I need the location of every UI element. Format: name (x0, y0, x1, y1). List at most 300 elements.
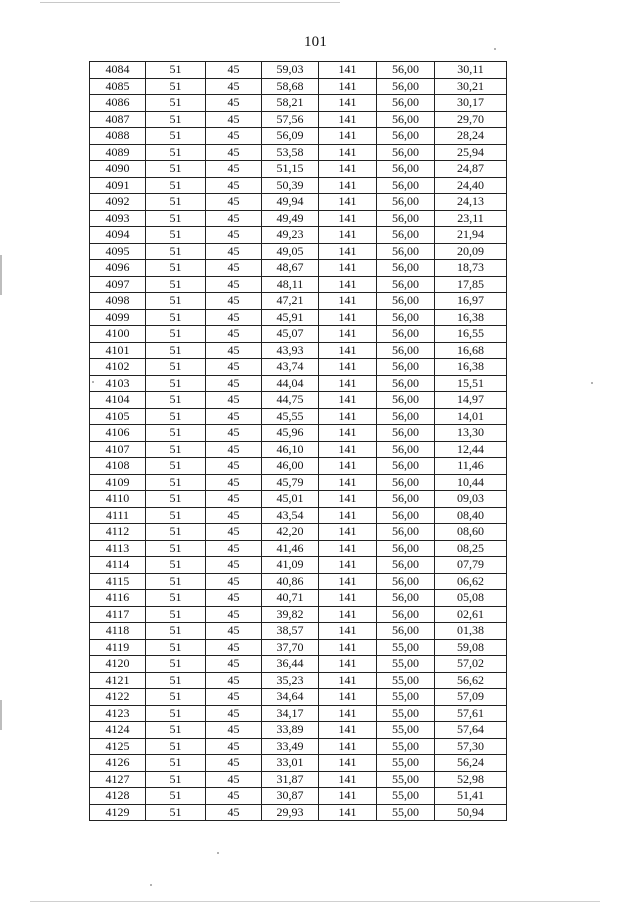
table-cell: 42,20 (262, 524, 319, 541)
table-cell: 45 (206, 359, 262, 376)
table-cell: 4089 (90, 144, 146, 161)
table-cell: 56,00 (377, 590, 435, 607)
table-body (90, 62, 507, 821)
table-cell: 141 (319, 78, 377, 95)
table-cell: 51 (146, 128, 206, 145)
table-cell: 51 (146, 804, 206, 821)
table-cell: 56,00 (377, 62, 435, 79)
table-cell: 51 (146, 194, 206, 211)
table-cell: 45 (206, 128, 262, 145)
table-row (90, 771, 507, 788)
table-cell: 51 (146, 639, 206, 656)
table-cell: 37,70 (262, 639, 319, 656)
table-row (90, 507, 507, 524)
table-cell: 141 (319, 276, 377, 293)
table-row (90, 788, 507, 805)
table-cell: 45 (206, 408, 262, 425)
table-cell: 34,17 (262, 705, 319, 722)
table-cell: 55,00 (377, 689, 435, 706)
table-cell: 45,01 (262, 491, 319, 508)
scan-edge-mark (0, 255, 2, 295)
table-cell: 33,89 (262, 722, 319, 739)
table-cell: 16,68 (435, 342, 507, 359)
table-cell: 141 (319, 788, 377, 805)
table-cell: 4087 (90, 111, 146, 128)
table-cell: 141 (319, 425, 377, 442)
table-cell: 4092 (90, 194, 146, 211)
table-cell: 13,30 (435, 425, 507, 442)
table-cell: 45 (206, 573, 262, 590)
data-table (89, 61, 507, 821)
table-cell: 45 (206, 672, 262, 689)
table-cell: 51 (146, 606, 206, 623)
table-cell: 45 (206, 474, 262, 491)
table-cell: 141 (319, 161, 377, 178)
table-cell: 45 (206, 95, 262, 112)
table-cell: 56,00 (377, 474, 435, 491)
table-cell: 10,44 (435, 474, 507, 491)
table-row (90, 111, 507, 128)
table-cell: 06,62 (435, 573, 507, 590)
table-row (90, 359, 507, 376)
table-cell: 141 (319, 590, 377, 607)
table-cell: 45 (206, 210, 262, 227)
table-cell: 45,79 (262, 474, 319, 491)
table-cell: 51 (146, 78, 206, 95)
table-cell: 57,64 (435, 722, 507, 739)
table-cell: 09,03 (435, 491, 507, 508)
table-row (90, 755, 507, 772)
table-row (90, 573, 507, 590)
table-cell: 56,09 (262, 128, 319, 145)
table-cell: 141 (319, 491, 377, 508)
table-cell: 51 (146, 260, 206, 277)
table-cell: 16,97 (435, 293, 507, 310)
table-cell: 56,00 (377, 243, 435, 260)
table-row (90, 722, 507, 739)
table-row (90, 689, 507, 706)
table-cell: 48,67 (262, 260, 319, 277)
table-row (90, 227, 507, 244)
table-row (90, 705, 507, 722)
table-cell: 51 (146, 722, 206, 739)
table-cell: 50,94 (435, 804, 507, 821)
table-row (90, 738, 507, 755)
table-cell: 141 (319, 342, 377, 359)
table-cell: 55,00 (377, 738, 435, 755)
table-cell: 55,00 (377, 722, 435, 739)
table-cell: 141 (319, 623, 377, 640)
table-cell: 4121 (90, 672, 146, 689)
table-cell: 08,60 (435, 524, 507, 541)
table-cell: 4100 (90, 326, 146, 343)
table-cell: 45 (206, 639, 262, 656)
table-cell: 51,15 (262, 161, 319, 178)
table-cell: 141 (319, 474, 377, 491)
table-row (90, 194, 507, 211)
table-cell: 56,00 (377, 293, 435, 310)
table-row (90, 177, 507, 194)
table-cell: 51 (146, 557, 206, 574)
table-cell: 51 (146, 309, 206, 326)
table-cell: 08,25 (435, 540, 507, 557)
scan-edge-mark (0, 700, 2, 730)
table-row (90, 210, 507, 227)
table-cell: 18,73 (435, 260, 507, 277)
table-cell: 45 (206, 243, 262, 260)
table-cell: 56,00 (377, 606, 435, 623)
table-cell: 29,70 (435, 111, 507, 128)
table-cell: 47,21 (262, 293, 319, 310)
table-cell: 34,64 (262, 689, 319, 706)
table-row (90, 243, 507, 260)
table-row (90, 557, 507, 574)
table-row (90, 458, 507, 475)
table-cell: 51 (146, 507, 206, 524)
table-cell: 4109 (90, 474, 146, 491)
table-cell: 4115 (90, 573, 146, 590)
table-cell: 52,98 (435, 771, 507, 788)
table-cell: 51 (146, 342, 206, 359)
table-cell: 45 (206, 177, 262, 194)
table-cell: 25,94 (435, 144, 507, 161)
table-cell: 51 (146, 243, 206, 260)
table-cell: 4084 (90, 62, 146, 79)
table-cell: 55,00 (377, 755, 435, 772)
table-cell: 55,00 (377, 788, 435, 805)
table-cell: 45 (206, 194, 262, 211)
scan-bottom-rule (30, 901, 600, 902)
table-cell: 45 (206, 326, 262, 343)
table-row (90, 375, 507, 392)
table-cell: 51 (146, 144, 206, 161)
table-cell: 141 (319, 293, 377, 310)
table-cell: 51 (146, 573, 206, 590)
table-cell: 4122 (90, 689, 146, 706)
table-cell: 58,21 (262, 95, 319, 112)
table-cell: 57,02 (435, 656, 507, 673)
table-cell: 4094 (90, 227, 146, 244)
table-cell: 16,38 (435, 309, 507, 326)
table-cell: 33,01 (262, 755, 319, 772)
table-row (90, 441, 507, 458)
table-cell: 56,62 (435, 672, 507, 689)
table-cell: 56,00 (377, 573, 435, 590)
table-cell: 141 (319, 62, 377, 79)
table-cell: 28,24 (435, 128, 507, 145)
table-cell: 51 (146, 491, 206, 508)
table-cell: 58,68 (262, 78, 319, 95)
table-cell: 4098 (90, 293, 146, 310)
table-row (90, 491, 507, 508)
table-cell: 56,00 (377, 408, 435, 425)
table-cell: 40,71 (262, 590, 319, 607)
table-cell: 141 (319, 210, 377, 227)
table-cell: 30,87 (262, 788, 319, 805)
table-cell: 45,55 (262, 408, 319, 425)
table-cell: 40,86 (262, 573, 319, 590)
table-cell: 45 (206, 771, 262, 788)
table-cell: 59,03 (262, 62, 319, 79)
table-cell: 45 (206, 78, 262, 95)
scan-speck (591, 382, 593, 384)
table-cell: 11,46 (435, 458, 507, 475)
table-row (90, 128, 507, 145)
table-cell: 35,23 (262, 672, 319, 689)
table-cell: 49,94 (262, 194, 319, 211)
table-cell: 50,39 (262, 177, 319, 194)
table-cell: 46,00 (262, 458, 319, 475)
table-cell: 56,00 (377, 557, 435, 574)
table-cell: 45 (206, 425, 262, 442)
table-cell: 45 (206, 590, 262, 607)
table-cell: 4090 (90, 161, 146, 178)
table-cell: 4125 (90, 738, 146, 755)
table-cell: 4085 (90, 78, 146, 95)
table-row (90, 524, 507, 541)
table-cell: 51 (146, 788, 206, 805)
scan-speck (150, 884, 152, 886)
table-row (90, 144, 507, 161)
table-cell: 17,85 (435, 276, 507, 293)
table-cell: 45 (206, 342, 262, 359)
table-cell: 141 (319, 524, 377, 541)
table-cell: 57,56 (262, 111, 319, 128)
table-cell: 56,00 (377, 507, 435, 524)
table-cell: 45 (206, 227, 262, 244)
table-cell: 51 (146, 177, 206, 194)
table-cell: 4095 (90, 243, 146, 260)
table-cell: 41,09 (262, 557, 319, 574)
table-cell: 43,74 (262, 359, 319, 376)
table-cell: 21,94 (435, 227, 507, 244)
table-cell: 59,08 (435, 639, 507, 656)
table-cell: 29,93 (262, 804, 319, 821)
table-cell: 33,49 (262, 738, 319, 755)
table-cell: 45 (206, 392, 262, 409)
table-cell: 4111 (90, 507, 146, 524)
table-cell: 30,21 (435, 78, 507, 95)
table-cell: 141 (319, 689, 377, 706)
table-cell: 44,75 (262, 392, 319, 409)
table-cell: 56,00 (377, 425, 435, 442)
table-cell: 56,00 (377, 260, 435, 277)
table-row (90, 606, 507, 623)
table-row (90, 656, 507, 673)
table-cell: 141 (319, 507, 377, 524)
table-cell: 30,17 (435, 95, 507, 112)
table-cell: 45 (206, 491, 262, 508)
table-cell: 141 (319, 227, 377, 244)
table-cell: 51 (146, 656, 206, 673)
table-cell: 4099 (90, 309, 146, 326)
table-cell: 4104 (90, 392, 146, 409)
table-cell: 14,01 (435, 408, 507, 425)
table-cell: 4129 (90, 804, 146, 821)
table-cell: 4108 (90, 458, 146, 475)
table-cell: 48,11 (262, 276, 319, 293)
table-cell: 56,00 (377, 128, 435, 145)
table-row (90, 161, 507, 178)
table-cell: 141 (319, 606, 377, 623)
table-cell: 4106 (90, 425, 146, 442)
table-cell: 51 (146, 359, 206, 376)
table-cell: 36,44 (262, 656, 319, 673)
table-cell: 51 (146, 441, 206, 458)
table-cell: 51 (146, 111, 206, 128)
table-cell: 55,00 (377, 639, 435, 656)
table-cell: 4117 (90, 606, 146, 623)
table-cell: 53,58 (262, 144, 319, 161)
table-cell: 16,38 (435, 359, 507, 376)
table-cell: 55,00 (377, 771, 435, 788)
table-cell: 4102 (90, 359, 146, 376)
table-cell: 4101 (90, 342, 146, 359)
table-cell: 56,00 (377, 524, 435, 541)
table-cell: 55,00 (377, 656, 435, 673)
table-cell: 14,97 (435, 392, 507, 409)
table-cell: 4105 (90, 408, 146, 425)
table-cell: 49,05 (262, 243, 319, 260)
table-cell: 45 (206, 161, 262, 178)
table-cell: 51 (146, 474, 206, 491)
page-number: 101 (303, 34, 328, 50)
table-cell: 56,00 (377, 623, 435, 640)
table-cell: 45 (206, 375, 262, 392)
table-cell: 141 (319, 639, 377, 656)
table-cell: 51 (146, 227, 206, 244)
table-cell: 56,00 (377, 95, 435, 112)
table-cell: 51 (146, 425, 206, 442)
table-cell: 4110 (90, 491, 146, 508)
table-cell: 43,54 (262, 507, 319, 524)
table-cell: 4091 (90, 177, 146, 194)
table-cell: 57,30 (435, 738, 507, 755)
scan-speck (494, 48, 496, 50)
table-cell: 56,00 (377, 210, 435, 227)
table-row (90, 804, 507, 821)
table-cell: 141 (319, 722, 377, 739)
table-cell: 55,00 (377, 804, 435, 821)
table-cell: 56,00 (377, 359, 435, 376)
table-cell: 20,09 (435, 243, 507, 260)
table-row (90, 474, 507, 491)
table-cell: 141 (319, 705, 377, 722)
table-cell: 45 (206, 689, 262, 706)
table-cell: 51 (146, 408, 206, 425)
table-row (90, 293, 507, 310)
table-cell: 38,57 (262, 623, 319, 640)
table-cell: 141 (319, 95, 377, 112)
table-cell: 45 (206, 606, 262, 623)
table-cell: 56,00 (377, 540, 435, 557)
table-cell: 31,87 (262, 771, 319, 788)
table-cell: 56,24 (435, 755, 507, 772)
table-cell: 45 (206, 540, 262, 557)
table-cell: 141 (319, 128, 377, 145)
table-cell: 51 (146, 590, 206, 607)
table-cell: 57,09 (435, 689, 507, 706)
table-cell: 141 (319, 755, 377, 772)
table-cell: 55,00 (377, 672, 435, 689)
table-cell: 4128 (90, 788, 146, 805)
table-cell: 56,00 (377, 144, 435, 161)
table-cell: 45 (206, 705, 262, 722)
table-row (90, 540, 507, 557)
table-cell: 51 (146, 623, 206, 640)
table-cell: 49,23 (262, 227, 319, 244)
table-cell: 45 (206, 623, 262, 640)
table-cell: 51 (146, 293, 206, 310)
table-cell: 45 (206, 276, 262, 293)
table-cell: 51 (146, 276, 206, 293)
table-cell: 08,40 (435, 507, 507, 524)
table-cell: 4118 (90, 623, 146, 640)
table-cell: 51 (146, 326, 206, 343)
table-cell: 141 (319, 656, 377, 673)
table-cell: 51 (146, 458, 206, 475)
table-cell: 49,49 (262, 210, 319, 227)
table-cell: 51,41 (435, 788, 507, 805)
table-cell: 141 (319, 144, 377, 161)
table-cell: 4126 (90, 755, 146, 772)
table-cell: 56,00 (377, 78, 435, 95)
table-cell: 39,82 (262, 606, 319, 623)
table-cell: 56,00 (377, 111, 435, 128)
table-cell: 01,38 (435, 623, 507, 640)
table-cell: 141 (319, 441, 377, 458)
table-cell: 4107 (90, 441, 146, 458)
table-cell: 51 (146, 95, 206, 112)
table-row (90, 639, 507, 656)
table-cell: 4112 (90, 524, 146, 541)
table-cell: 141 (319, 359, 377, 376)
table-cell: 141 (319, 771, 377, 788)
table-cell: 30,11 (435, 62, 507, 79)
table-cell: 141 (319, 326, 377, 343)
table-cell: 4096 (90, 260, 146, 277)
scan-speck (217, 852, 219, 854)
table-cell: 45 (206, 656, 262, 673)
table-cell: 24,87 (435, 161, 507, 178)
table-cell: 56,00 (377, 177, 435, 194)
table-row (90, 326, 507, 343)
table-cell: 56,00 (377, 392, 435, 409)
table-cell: 56,00 (377, 161, 435, 178)
table-cell: 141 (319, 408, 377, 425)
table-cell: 141 (319, 540, 377, 557)
table-cell: 45 (206, 524, 262, 541)
table-cell: 05,08 (435, 590, 507, 607)
table-cell: 43,93 (262, 342, 319, 359)
table-cell: 45,91 (262, 309, 319, 326)
table-cell: 45 (206, 722, 262, 739)
table-cell: 51 (146, 705, 206, 722)
table-cell: 56,00 (377, 276, 435, 293)
table-cell: 141 (319, 738, 377, 755)
table-row (90, 260, 507, 277)
table-cell: 141 (319, 309, 377, 326)
table-cell: 56,00 (377, 326, 435, 343)
table-cell: 51 (146, 689, 206, 706)
table-cell: 56,00 (377, 491, 435, 508)
table-cell: 46,10 (262, 441, 319, 458)
table-row (90, 342, 507, 359)
table-cell: 56,00 (377, 441, 435, 458)
table-cell: 4086 (90, 95, 146, 112)
table-cell: 45 (206, 144, 262, 161)
table-cell: 4123 (90, 705, 146, 722)
